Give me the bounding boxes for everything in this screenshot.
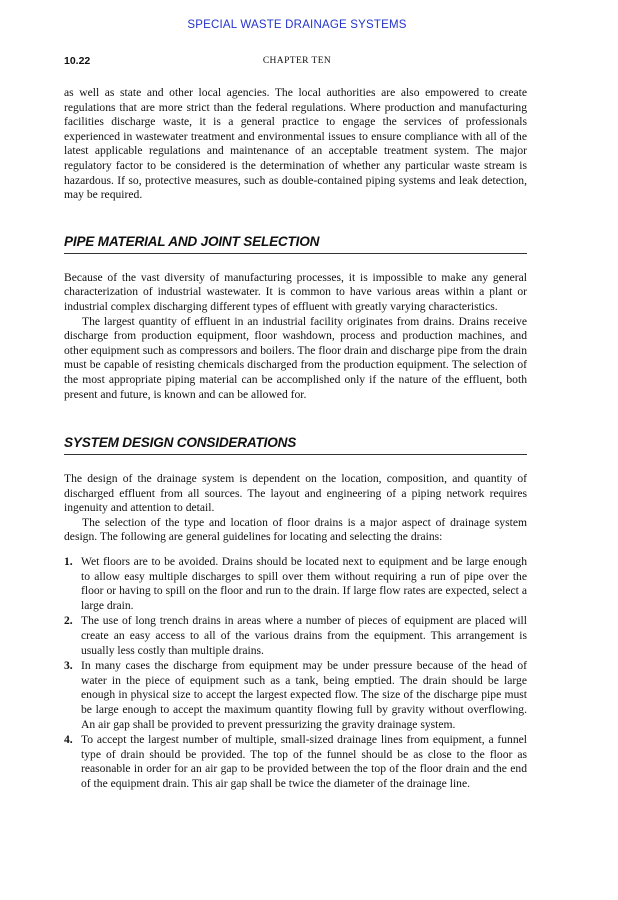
body-paragraph: The selection of the type and location of floor drains is a major aspect of drainage system design. The following are general guidelines for locating and selecting the drains:	[64, 515, 527, 544]
list-item	[64, 555, 527, 613]
running-head: SPECIAL WASTE DRAINAGE SYSTEMS	[187, 19, 407, 31]
list-item-text: In many cases the discharge from equipment may be under pressure because of the head of water in the piece of equipment such as a tank, being emptied. The drain should be large enough in physical size to accept the largest expected flow. The size of the discharge pipe must be large enough to accept the maximum quantity flowing full by gravity without overflowing. An air gap shall be provided to prevent pressurizing the gravity drainage system.	[81, 659, 527, 731]
list-number: 3.	[64, 659, 73, 673]
intro-paragraph: as well as state and other local agencies. The local authorities are also empowered to create regulations that are more strict than the federal regulations. Where production and manufacturing facilities discharge waste, it is a general practice to engage the services of professionals experienced in wastewater treatment and environmental issues to ensure compliance with all of the latest applicable regulations and maintenance of an acceptable treatment system. The major regulatory factor to be considered is the determination of whether any particular waste stream is hazardous. If so, protective measures, such as double-contained piping systems and leak detection, may be required.	[64, 86, 527, 202]
list-item	[64, 614, 527, 658]
list-number: 4.	[64, 733, 73, 747]
list-item-text: To accept the largest number of multiple, small-sized drainage lines from equipment, a funnel type of drain should be provided. The top of the funnel should be as close to the floor as reasonable in order for an air gap to be provided between the top of the floor drain and the end of the equipment drain. This air gap shall be twice the diameter of the drainage line.	[81, 733, 527, 790]
list-item-text: The use of long trench drains in areas where a number of pieces of equipment are placed will create an easy access to all of the various drains from the equipment. This arrangement is usually less costly than multiple drains.	[81, 614, 527, 657]
chapter-label: CHAPTER TEN	[262, 56, 332, 66]
section-heading-pipe-material: PIPE MATERIAL AND JOINT SELECTION	[64, 234, 527, 254]
page-number: 10.22	[64, 55, 91, 67]
list-item	[64, 733, 527, 791]
list-number: 2.	[64, 614, 73, 628]
guidelines-list	[64, 555, 527, 792]
page-body	[64, 86, 527, 793]
list-number: 1.	[64, 555, 73, 569]
section-heading-system-design: SYSTEM DESIGN CONSIDERATIONS	[64, 435, 527, 455]
list-item-text: Wet floors are to be avoided. Drains should be located next to equipment and be large enough to allow easy multiple discharges to spill over them without requiring a run of pipe over the floor or having to spill on the floor and run to the drain. If large flow rates are expected, select a large drain.	[81, 555, 527, 612]
body-paragraph: The design of the drainage system is dependent on the location, composition, and quantity of discharged effluent from all sources. The layout and engineering of a piping network requires ingenuity and attention to detail.	[64, 472, 527, 515]
body-paragraph: The largest quantity of effluent in an industrial facility originates from drains. Drains receive discharge from production equipment, floor washdown, process and production machines, and other equipment such as compressors and boilers. The floor drain and discharge pipe from the drain must be capable of resisting chemicals discharged from the production equipment. The selection of the most appropriate piping material can be accomplished only if the nature of the effluent, both present and future, is known and can be allowed for.	[64, 314, 527, 401]
body-paragraph: Because of the vast diversity of manufacturing processes, it is impossible to make any general characterization of industrial wastewater. It is common to have various areas within a plant or industrial complex discharging different types of effluent with greatly varying characteristics.	[64, 270, 527, 313]
list-item	[64, 659, 527, 732]
